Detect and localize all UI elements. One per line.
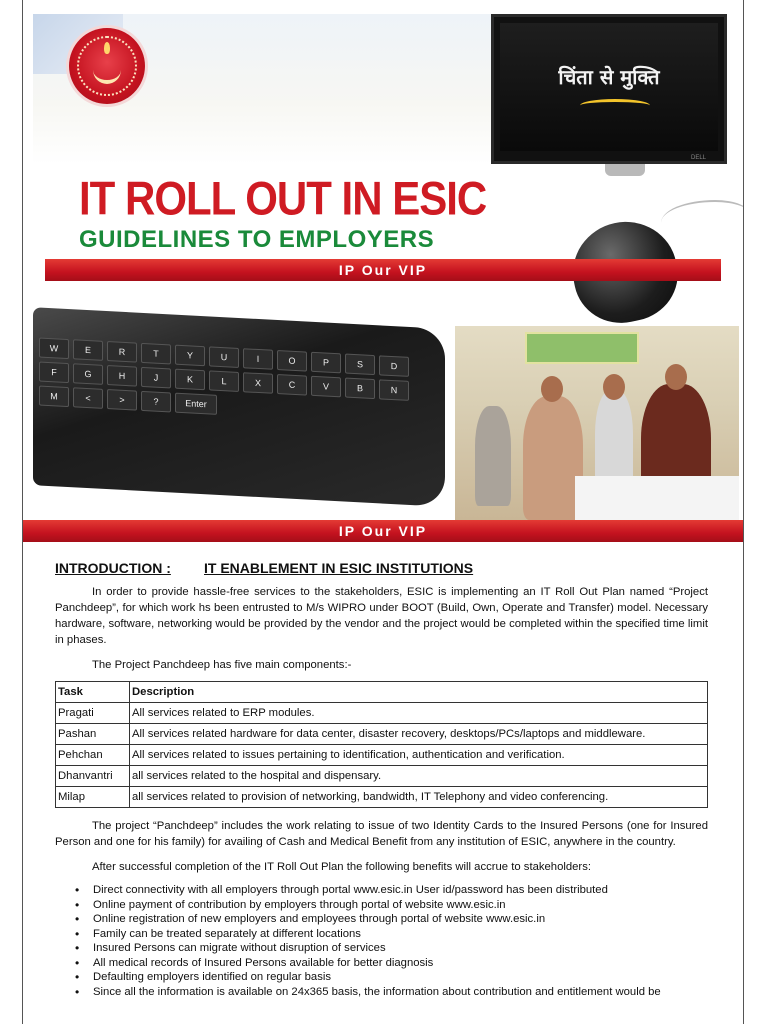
photo-head xyxy=(541,376,563,402)
tagline-band-bottom: IP Our VIP xyxy=(23,520,743,542)
keyboard-keys xyxy=(39,338,419,426)
keyboard-key: N xyxy=(379,379,409,401)
keyboard-key: L xyxy=(209,370,239,392)
task-cell: Pehchan xyxy=(56,745,130,766)
document-body xyxy=(55,560,708,999)
lamp-icon xyxy=(93,46,121,84)
photo-table xyxy=(575,476,739,520)
event-photo xyxy=(455,326,739,520)
keyboard-key: ? xyxy=(141,391,171,413)
monitor-image xyxy=(491,14,727,164)
list-item: • All medical records of Insured Persons available for better diagnosis xyxy=(93,956,708,971)
banner-subtitle: GUIDELINES TO EMPLOYERS xyxy=(79,226,435,253)
intro-paragraph: In order to provide hassle-free services to the stakeholders, ESIC is implementing an IT Roll Out Plan named “Project Panchdeep”, for which work hs been entrusted to M/s WIPRO under BOOT (Build, Own, Operate and Transfer) model. Necessary hardware, software, networking would be provided by the vendor and the project would be completed within the specified time limit in phases. xyxy=(55,586,708,646)
task-cell: Milap xyxy=(56,787,130,808)
monitor-stand xyxy=(605,164,645,176)
keyboard-key: O xyxy=(277,350,307,372)
table-row xyxy=(56,703,708,724)
list-item: • Defaulting employers identified on regular basis xyxy=(93,970,708,985)
list-item: • Family can be treated separately at different locations xyxy=(93,927,708,942)
cover-banner xyxy=(23,0,743,542)
column-header-description: Description xyxy=(130,682,708,703)
keyboard-key: S xyxy=(345,354,375,376)
task-cell: Pashan xyxy=(56,724,130,745)
keyboard-key: Y xyxy=(175,345,205,367)
keyboard-key: X xyxy=(243,372,273,394)
heading-it-enablement: IT ENABLEMENT IN ESIC INSTITUTIONS xyxy=(204,560,474,576)
components-intro: The Project Panchdeep has five main components:- xyxy=(92,659,352,671)
keyboard-key: R xyxy=(107,341,137,363)
keyboard-key: K xyxy=(175,369,205,391)
keyboard-key: M xyxy=(39,386,69,408)
keyboard-key: C xyxy=(277,374,307,396)
photo-head xyxy=(603,374,625,400)
table-row xyxy=(56,724,708,745)
monitor-brand: DELL xyxy=(690,155,706,161)
keyboard-key: J xyxy=(141,367,171,389)
list-item: • Insured Persons can migrate without disruption of services xyxy=(93,941,708,956)
keyboard-key: H xyxy=(107,365,137,387)
table-row xyxy=(56,766,708,787)
panchdeep-paragraph: The project “Panchdeep” includes the work relating to issue of two Identity Cards to the Insured Persons (one for Insured Person and one for his family) for availing of Cash and Medical Benefit from any institution of ESIC, anywhere in the country. xyxy=(55,820,708,848)
keyboard-key: E xyxy=(73,339,103,361)
banner-title: IT ROLL OUT IN ESIC xyxy=(79,172,487,225)
benefits-intro: After successful completion of the IT Roll Out Plan the following benefits will accrue to stakeholders: xyxy=(92,861,591,873)
heading-introduction: INTRODUCTION : xyxy=(55,560,171,576)
photo-head xyxy=(665,364,687,390)
keyboard-key: P xyxy=(311,352,341,374)
components-table xyxy=(55,681,708,808)
keyboard-key: > xyxy=(107,389,137,411)
photo-person xyxy=(523,396,583,520)
keyboard-key: < xyxy=(73,387,103,409)
list-item: • Online payment of contribution by employers through portal of website www.esic.in xyxy=(93,898,708,913)
table-header-row xyxy=(56,682,708,703)
keyboard-key: V xyxy=(311,376,341,398)
table-row xyxy=(56,745,708,766)
description-cell: All services related hardware for data center, disaster recovery, desktops/PCs/laptops and middleware. xyxy=(130,724,708,745)
list-item: • Direct connectivity with all employers through portal www.esic.in User id/password has been distributed xyxy=(93,883,708,898)
keyboard-key: G xyxy=(73,363,103,385)
mouse-cable xyxy=(661,200,743,238)
task-cell: Pragati xyxy=(56,703,130,724)
table-row xyxy=(56,787,708,808)
keyboard-key: I xyxy=(243,348,273,370)
keyboard-key: U xyxy=(209,346,239,368)
description-cell: All services related to issues pertaining to identification, authentication and verification. xyxy=(130,745,708,766)
task-cell: Dhanvantri xyxy=(56,766,130,787)
monitor-slogan: चिंता से मुक्ति xyxy=(558,65,660,89)
keyboard-key: D xyxy=(379,355,409,377)
keyboard-key: T xyxy=(141,343,171,365)
description-cell: All services related to ERP modules. xyxy=(130,703,708,724)
photo-board xyxy=(525,332,639,364)
swoosh-graphic xyxy=(580,99,650,112)
keyboard-key: F xyxy=(39,362,69,384)
column-header-task: Task xyxy=(56,682,130,703)
list-item: • Online registration of new employers and employees through portal of website www.esic.in xyxy=(93,912,708,927)
photo-person xyxy=(475,406,511,506)
esic-logo xyxy=(69,28,145,104)
tagline-band-top: IP Our VIP xyxy=(45,259,721,281)
description-cell: all services related to the hospital and dispensary. xyxy=(130,766,708,787)
keyboard-image xyxy=(33,307,445,507)
description-cell: all services related to provision of networking, bandwidth, IT Telephony and video conferencing. xyxy=(130,787,708,808)
list-item: • Since all the information is available on 24x365 basis, the information about contribution and entitlement would be xyxy=(93,985,708,1000)
benefits-list xyxy=(55,883,708,999)
keyboard-key: Enter xyxy=(175,393,217,415)
section-heading xyxy=(55,560,708,576)
keyboard-key: B xyxy=(345,378,375,400)
keyboard-key: W xyxy=(39,338,69,360)
